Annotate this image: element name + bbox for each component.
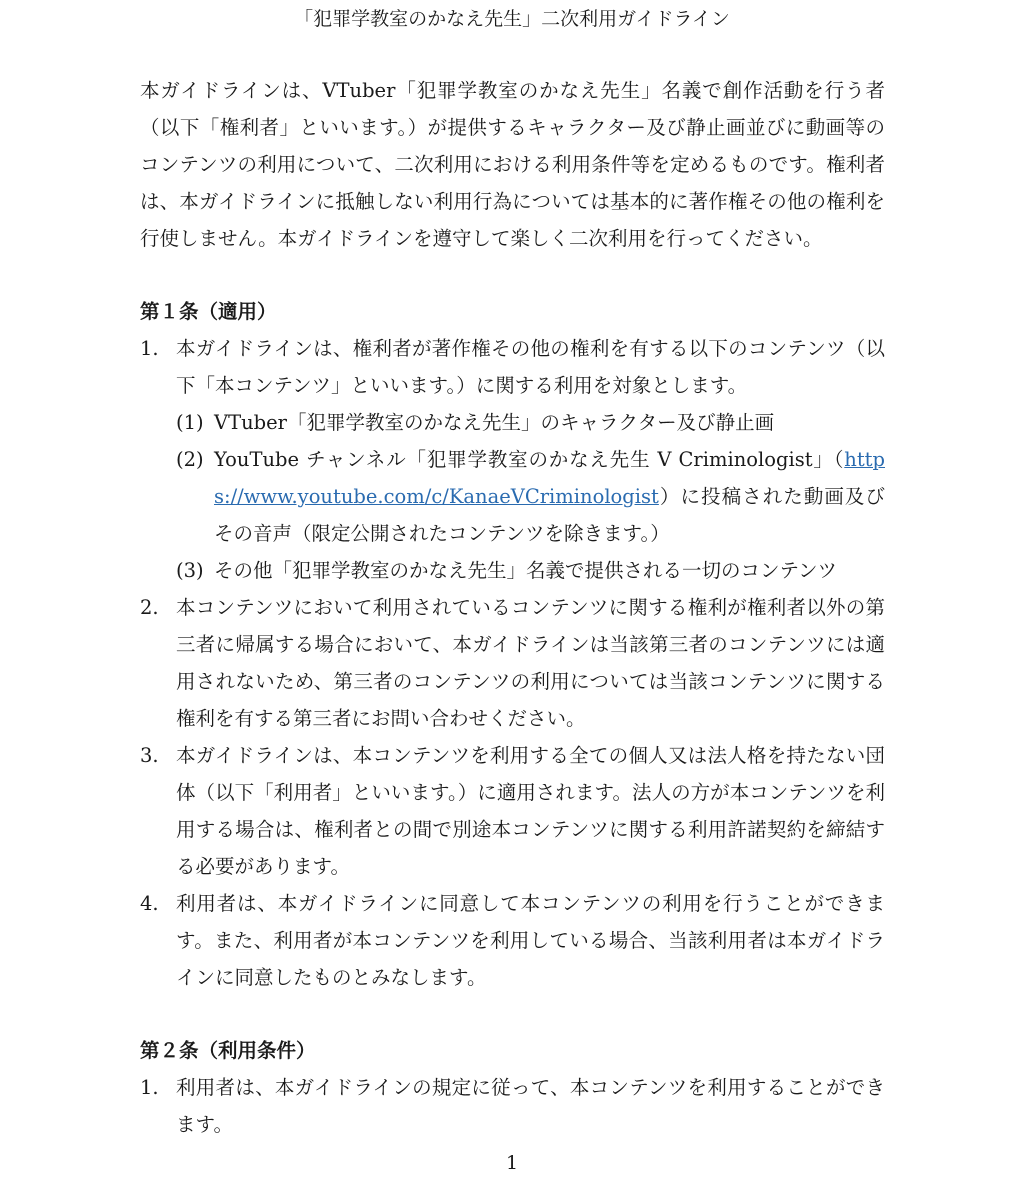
- article-1-title: 第１条（適用）: [140, 300, 277, 323]
- article-1-item-2: [140, 589, 885, 737]
- article-1-subitem-1: [176, 404, 885, 441]
- page-header: 「犯罪学教室のかなえ先生」二次利用ガイドライン: [294, 8, 730, 30]
- subitem-text: VTuber「犯罪学教室のかなえ先生」のキャラクター及び静止画: [214, 411, 775, 434]
- article-1-item-3: [140, 737, 885, 885]
- article-1-subitem-3: [176, 552, 885, 589]
- subitem-number: (2): [176, 448, 204, 471]
- subitem-text-before: YouTube チャンネル「犯罪学教室のかなえ先生 V Criminologist」（: [214, 448, 845, 471]
- article-1-item-1: [140, 330, 885, 404]
- article-1: [140, 293, 885, 996]
- item-number: 3.: [140, 744, 159, 767]
- item-text: 本ガイドラインは、権利者が著作権その他の権利を有する以下のコンテンツ（以下「本コンテンツ」といいます。）に関する利用を対象とします。: [176, 337, 885, 397]
- subitem-number: (3): [176, 559, 204, 582]
- subitem-text-after: ）に投稿された動画及びその音声（限定公開されたコンテンツを除きます。）: [214, 485, 885, 545]
- item-number: 1.: [140, 1076, 159, 1099]
- page-number: 1: [505, 1152, 519, 1174]
- subitem-text: [214, 441, 885, 552]
- article-1-subitem-2: [176, 441, 885, 552]
- item-number: 1.: [140, 337, 159, 360]
- item-text: 利用者は、本ガイドラインに同意して本コンテンツの利用を行うことができます。また、利用者が本コンテンツを利用している場合、当該利用者は本ガイドラインに同意したものとみなします。: [176, 892, 885, 989]
- item-text: 本ガイドラインは、本コンテンツを利用する全ての個人又は法人格を持たない団体（以下「利用者」といいます。）に適用されます。法人の方が本コンテンツを利用する場合は、権利者との間で別途本コンテンツに関する利用許諾契約を締結する必要があります。: [176, 744, 885, 878]
- intro-paragraph: 本ガイドラインは、VTuber「犯罪学教室のかなえ先生」名義で創作活動を行う者（以下「権利者」といいます。）が提供するキャラクター及び静止画並びに動画等のコンテンツの利用について、二次利用における利用条件等を定めるものです。権利者は、本ガイドラインに抵触しない利用行為については基本的に著作権その他の権利を行使しません。本ガイドラインを遵守して楽しく二次利用を行ってください。: [140, 79, 885, 250]
- subitem-text: その他「犯罪学教室のかなえ先生」名義で提供される一切のコンテンツ: [214, 559, 838, 582]
- article-1-item-4: [140, 885, 885, 996]
- article-2: [140, 1032, 885, 1143]
- youtube-channel-link[interactable]: https://www.youtube.com/c/KanaeVCriminologist: [214, 448, 885, 508]
- document-body: [140, 72, 885, 1143]
- item-number: 2.: [140, 596, 159, 619]
- item-number: 4.: [140, 892, 159, 915]
- item-text: 本コンテンツにおいて利用されているコンテンツに関する権利が権利者以外の第三者に帰属する場合において、本ガイドラインは当該第三者のコンテンツには適用されないため、第三者のコンテンツの利用については当該コンテンツに関する権利を有する第三者にお問い合わせください。: [176, 596, 885, 730]
- article-2-item-1: [140, 1069, 885, 1143]
- article-2-title: 第２条（利用条件）: [140, 1039, 316, 1062]
- subitem-number: (1): [176, 411, 204, 434]
- item-text: 利用者は、本ガイドラインの規定に従って、本コンテンツを利用することができます。: [176, 1076, 885, 1136]
